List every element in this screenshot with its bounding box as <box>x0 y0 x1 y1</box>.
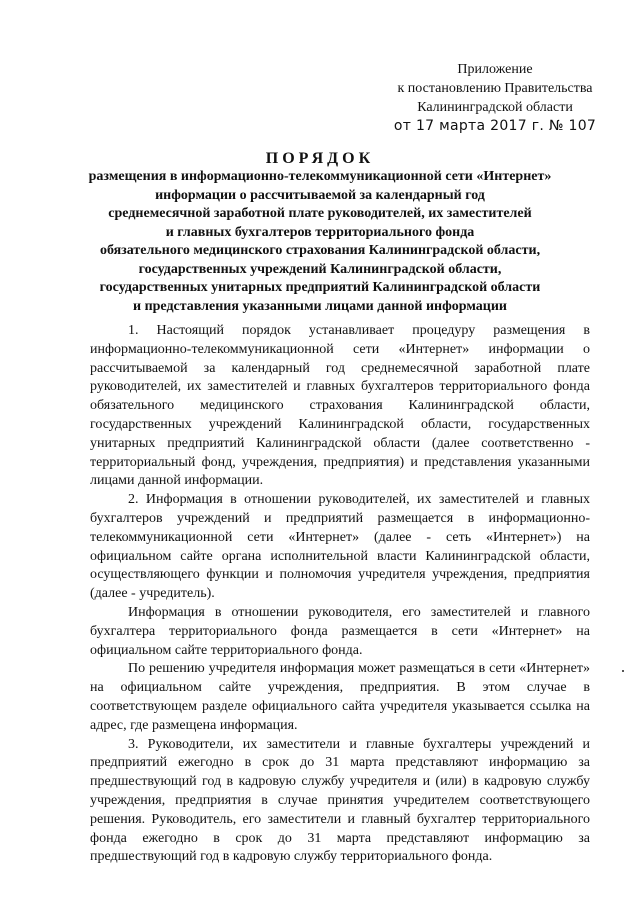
paragraph-2-decision: По решению учредителя информация может размещаться в сети «Интернет» на официальном сайте учреждения, предприятия. В этом случае в соответствующем разделе официального сайта учредителя указывается ссылка на адрес, где размещена информация. <box>90 661 590 733</box>
document-body <box>90 322 590 867</box>
paragraph-3: 3. Руководители, их заместители и главные бухгалтеры учреждений и предприятий ежегодно в срок до 31 марта представляют информацию за предшествующий год в кадровую службу учредителя и (или) в кадровую службу учреждения, предприятия в случае принятия учредителем соответствующего решения. Руководитель, его заместители и главный бухгалтер территориального фонда ежегодно в срок до 31 марта представляют информацию за предшествующий год в кадровую службу территориального фонда. <box>90 736 590 865</box>
appendix-date-number: от 17 марта 2017 г. № 107 <box>393 118 597 134</box>
paragraph-1: 1. Настоящий порядок устанавливает процедуру размещения в информационно-телекоммуникационной сети «Интернет» информации о рассчитываемой за календарный год среднемесячной заработной плате руководителей, их заместителей и главных бухгалтеров территориального фонда обязательного медицинского страхования Калининградской области, государственных учреждений Калининградской области, государственных унитарных предприятий Калининградской области (далее соответственно - территориальный фонд, учреждения, предприятия) и представления указанными лицами данной информации. <box>90 323 590 489</box>
subtitle-line: обязательного медицинского страхования Калининградской области, <box>99 243 541 258</box>
paragraph-2-fund: Информация в отношении руководителя, его заместителей и главного бухгалтера территориального фонда размещается в сети «Интернет» на официальном сайте территориального фонда. <box>90 604 590 658</box>
appendix-decree: к постановлению Правительства <box>397 81 593 96</box>
paragraph-2: 2. Информация в отношении руководителей, их заместителей и главных бухгалтеров учреждений и предприятий размещается в информационно-телекоммуникационной сети «Интернет» (далее - сеть «Интернет») на официальном сайте органа исполнительной власти Калининградской области, осуществляющего функции и полномочия учредителя учреждения, предприятия (далее - учредитель). <box>90 492 590 602</box>
appendix-region: Калининградской области <box>417 100 573 115</box>
appendix-block <box>390 60 600 136</box>
subtitle-line: и представления указанными лицами данной информации <box>133 298 507 314</box>
subtitle-line: государственных унитарных предприятий Калининградской области <box>99 280 541 295</box>
subtitle-line: государственных учреждений Калининградской области, <box>138 261 502 277</box>
subtitle-line: среднемесячной заработной плате руководителей, их заместителей <box>108 206 532 221</box>
scan-dot <box>622 670 624 672</box>
appendix-label: Приложение <box>457 62 533 77</box>
subtitle-line: размещения в информационно-телекоммуникационной сети «Интернет» <box>88 169 552 184</box>
document-subtitle <box>70 168 570 316</box>
subtitle-line: и главных бухгалтеров территориального фонда <box>165 224 475 240</box>
subtitle-line: информации о рассчитываемой за календарный год <box>155 187 485 203</box>
document-title: ПОРЯДОК <box>265 150 375 167</box>
